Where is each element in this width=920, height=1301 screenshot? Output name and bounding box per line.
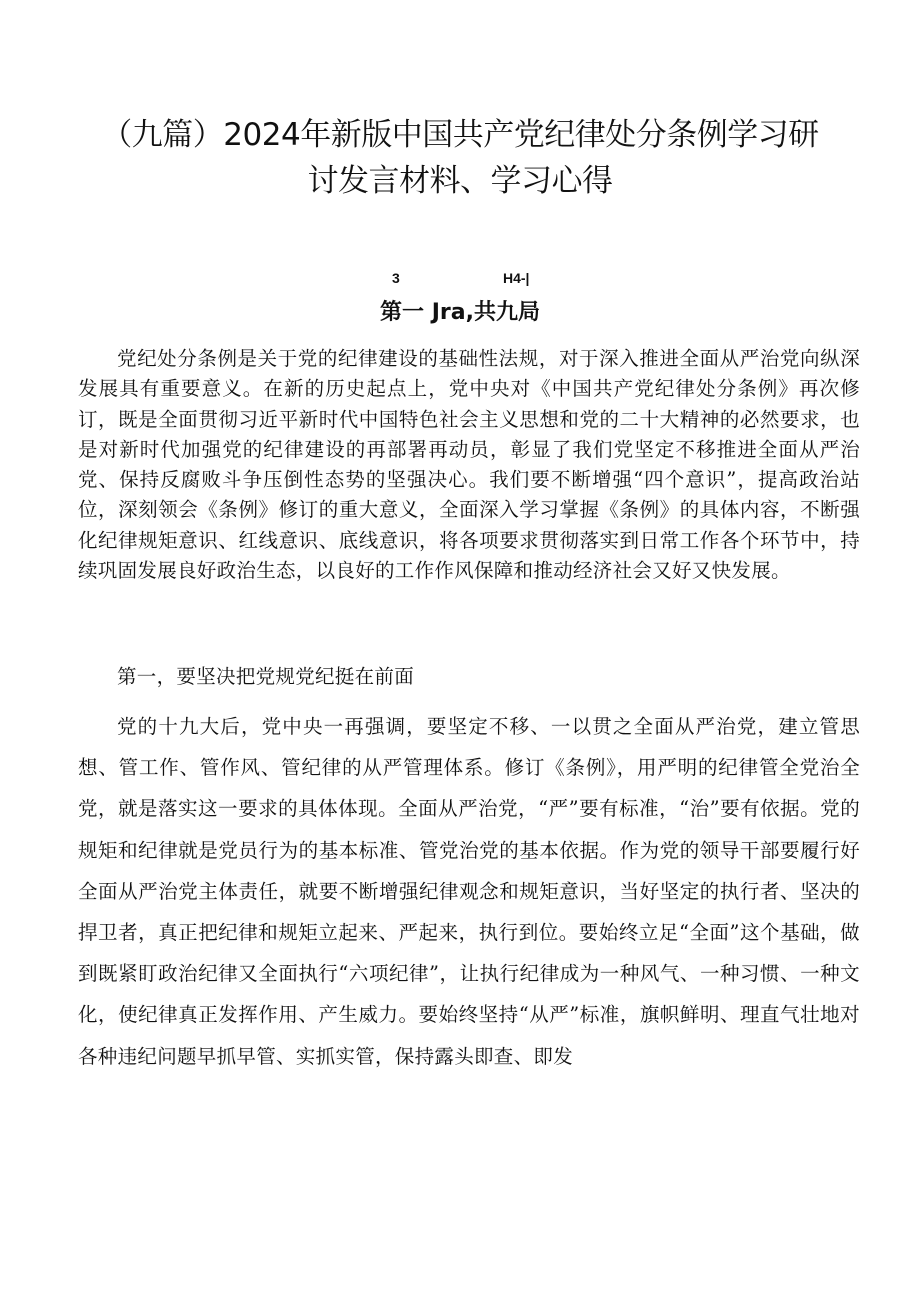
section-heading: 第一 Jra,共九局 — [380, 300, 540, 325]
header-mark-left: 3 — [392, 270, 400, 286]
paragraph-body: 党的十九大后，党中央一再强调，要坚定不移、一以贯之全面从严治党，建立管思想、管工作、管作风、管纪律的从严管理体系。修订《条例》，用严明的纪律管全党治全党，就是落实这一要求的具体体现。全面从严治党，“严”要有标准，“治”要有依据。党的规矩和纪律就是党员行为的基本标准、管党治党的基本依据。作为党的领导干部要履行好全面从严治党主体责任，就要不断增强纪律观念和规矩意识，当好坚定的执行者、坚决的捍卫者，真正把纪律和规矩立起来、严起来，执行到位。要始终立足“全面”这个基础，做到既紧盯政治纪律又全面执行“六项纪律”，让执行纪律成为一种风气、一种习惯、一种文化，使纪律真正发挥作用、产生威力。要始终坚持“从严”标准，旗帜鲜明、理直气壮地对各种违纪问题早抓早管、实抓实管，保持露头即查、即发 — [78, 715, 860, 1068]
document-title — [60, 112, 860, 204]
paragraph-point-heading: 第一，要坚决把党规党纪挺在前面 — [117, 665, 415, 688]
header-mark-right: H4-| — [503, 270, 530, 286]
paragraph-intro: 党纪处分条例是关于党的纪律建设的基础性法规，对于深入推进全面从严治党向纵深发展具有重要意义。在新的历史起点上，党中央对《中国共产党纪律处分条例》再次修订，既是全面贯彻习近平新时代中国特色社会主义思想和党的二十大精神的必然要求，也是对新时代加强党的纪律建设的再部署再动员，彰显了我们党坚定不移推进全面从严治党、保持反腐败斗争压倒性态势的坚强决心。我们要不断增强“四个意识”，提高政治站位，深刻领会《条例》修订的重大意义，全面深入学习掌握《条例》的具体内容，不断强化纪律规矩意识、红线意识、底线意识，将各项要求贯彻落实到日常工作各个环节中，持续巩固发展良好政治生态，以良好的工作作风保障和推动经济社会又好又快发展。 — [78, 347, 860, 583]
title-line-1: （九篇）2024年新版中国共产党纪律处分条例学习研 — [101, 117, 819, 153]
title-line-2: 讨发言材料、学习心得 — [307, 163, 613, 199]
